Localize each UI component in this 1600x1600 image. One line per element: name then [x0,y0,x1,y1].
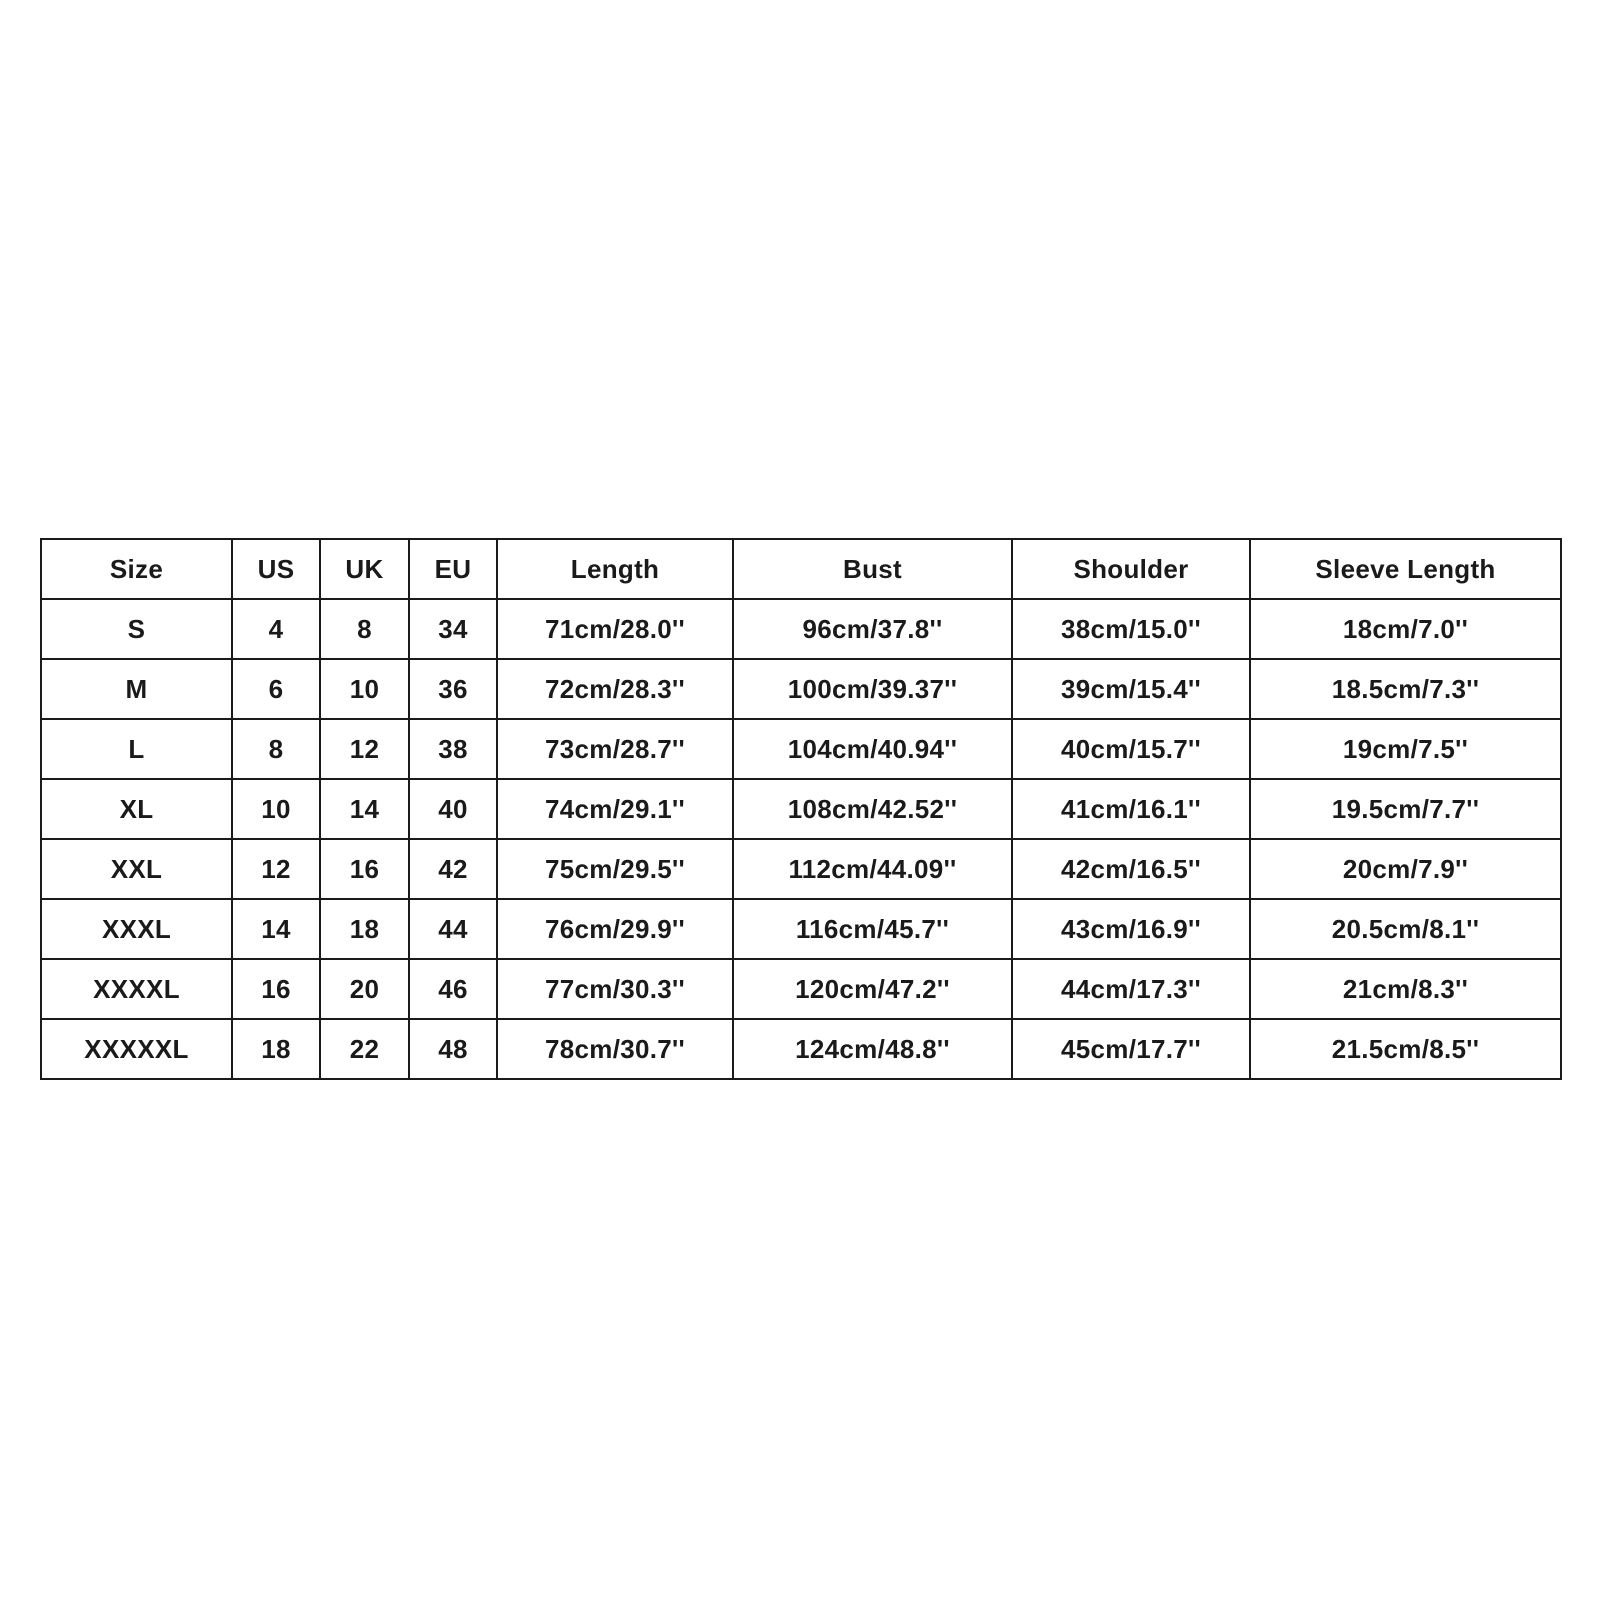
table-row [41,839,1561,899]
cell-bust: 104cm/40.94'' [733,719,1012,779]
cell-eu: 34 [409,599,497,659]
cell-size: M [41,659,232,719]
header-eu: EU [409,539,497,599]
table-row [41,899,1561,959]
cell-size: XL [41,779,232,839]
cell-us: 6 [232,659,320,719]
cell-uk: 14 [320,779,409,839]
size-chart-body [41,599,1561,1079]
cell-us: 8 [232,719,320,779]
header-shoulder: Shoulder [1012,539,1250,599]
cell-eu: 38 [409,719,497,779]
header-us: US [232,539,320,599]
cell-bust: 108cm/42.52'' [733,779,1012,839]
cell-shoulder: 39cm/15.4'' [1012,659,1250,719]
cell-sleeve-length: 18.5cm/7.3'' [1250,659,1561,719]
cell-length: 78cm/30.7'' [497,1019,733,1079]
cell-bust: 120cm/47.2'' [733,959,1012,1019]
size-chart-container [40,538,1560,1103]
cell-eu: 36 [409,659,497,719]
cell-shoulder: 41cm/16.1'' [1012,779,1250,839]
cell-uk: 10 [320,659,409,719]
header-row [41,539,1561,599]
cell-shoulder: 43cm/16.9'' [1012,899,1250,959]
cell-shoulder: 44cm/17.3'' [1012,959,1250,1019]
cell-length: 72cm/28.3'' [497,659,733,719]
header-sleeve-length: Sleeve Length [1250,539,1561,599]
table-row [41,779,1561,839]
cell-shoulder: 40cm/15.7'' [1012,719,1250,779]
cell-size: XXXXXL [41,1019,232,1079]
cell-length: 74cm/29.1'' [497,779,733,839]
cell-eu: 44 [409,899,497,959]
cell-size: S [41,599,232,659]
cell-size: L [41,719,232,779]
cell-sleeve-length: 20.5cm/8.1'' [1250,899,1561,959]
cell-uk: 20 [320,959,409,1019]
cell-sleeve-length: 20cm/7.9'' [1250,839,1561,899]
cell-bust: 124cm/48.8'' [733,1019,1012,1079]
cell-uk: 16 [320,839,409,899]
cell-sleeve-length: 21cm/8.3'' [1250,959,1561,1019]
cell-size: XXXL [41,899,232,959]
header-bust: Bust [733,539,1012,599]
cell-uk: 12 [320,719,409,779]
cell-uk: 22 [320,1019,409,1079]
cell-bust: 112cm/44.09'' [733,839,1012,899]
cell-uk: 18 [320,899,409,959]
cell-sleeve-length: 21.5cm/8.5'' [1250,1019,1561,1079]
cell-eu: 42 [409,839,497,899]
cell-us: 18 [232,1019,320,1079]
cell-shoulder: 42cm/16.5'' [1012,839,1250,899]
cell-uk: 8 [320,599,409,659]
header-uk: UK [320,539,409,599]
cell-bust: 100cm/39.37'' [733,659,1012,719]
cell-eu: 48 [409,1019,497,1079]
cell-length: 73cm/28.7'' [497,719,733,779]
table-row [41,719,1561,779]
header-size: Size [41,539,232,599]
cell-length: 75cm/29.5'' [497,839,733,899]
cell-shoulder: 45cm/17.7'' [1012,1019,1250,1079]
cell-bust: 116cm/45.7'' [733,899,1012,959]
table-row [41,659,1561,719]
cell-us: 12 [232,839,320,899]
cell-eu: 40 [409,779,497,839]
size-chart-table [40,538,1562,1080]
cell-shoulder: 38cm/15.0'' [1012,599,1250,659]
cell-sleeve-length: 19.5cm/7.7'' [1250,779,1561,839]
table-row [41,599,1561,659]
cell-eu: 46 [409,959,497,1019]
cell-length: 76cm/29.9'' [497,899,733,959]
cell-size: XXXXL [41,959,232,1019]
cell-us: 14 [232,899,320,959]
cell-length: 77cm/30.3'' [497,959,733,1019]
cell-us: 4 [232,599,320,659]
cell-size: XXL [41,839,232,899]
cell-us: 16 [232,959,320,1019]
cell-length: 71cm/28.0'' [497,599,733,659]
table-row [41,959,1561,1019]
header-length: Length [497,539,733,599]
cell-bust: 96cm/37.8'' [733,599,1012,659]
table-row [41,1019,1561,1079]
cell-sleeve-length: 19cm/7.5'' [1250,719,1561,779]
cell-sleeve-length: 18cm/7.0'' [1250,599,1561,659]
cell-us: 10 [232,779,320,839]
